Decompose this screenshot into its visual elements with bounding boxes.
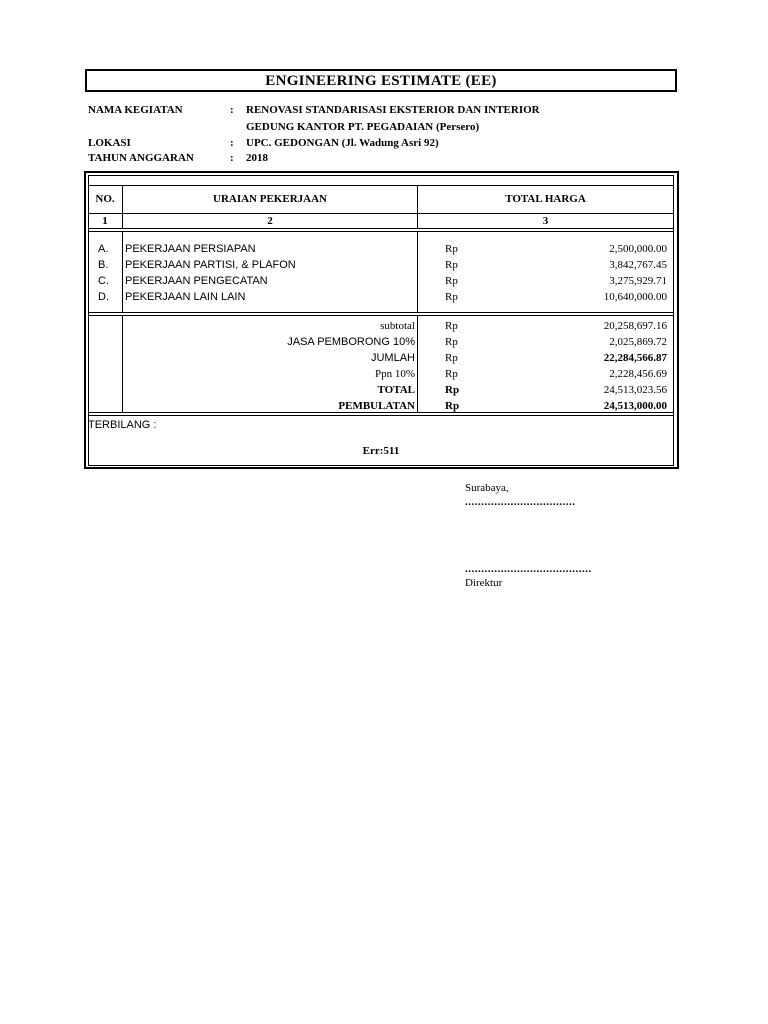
summary-label-ppn: Ppn 10%	[374, 368, 415, 380]
item-desc: PEKERJAAN LAIN LAIN	[125, 291, 246, 303]
table-border-left	[84, 171, 86, 469]
summary-currency: Rp	[445, 368, 458, 380]
table-border-right	[677, 171, 679, 469]
item-currency: Rp	[445, 259, 458, 271]
tahun-anggaran-colon: :	[230, 152, 234, 164]
item-amount: 3,275,929.71	[609, 275, 667, 287]
item-no: D.	[98, 291, 109, 303]
terbilang-value: Err:511	[362, 445, 400, 457]
signature-role: Direktur	[465, 577, 503, 589]
col-divider-1-summary	[122, 315, 123, 413]
item-desc: PEKERJAAN PARTISI, & PLAFON	[125, 259, 296, 271]
item-amount: 2,500,000.00	[609, 243, 667, 255]
col-divider-2-items	[417, 231, 418, 313]
colnum-bottom-line	[88, 228, 674, 229]
item-no: C.	[98, 275, 109, 287]
summary-currency: Rp	[445, 400, 460, 412]
summary-bottom-line	[88, 412, 674, 413]
item-currency: Rp	[445, 243, 458, 255]
terbilang-top-line	[88, 415, 674, 416]
summary-amount-subtotal: 20,258,697.16	[603, 320, 667, 332]
item-desc: PEKERJAAN PERSIAPAN	[125, 243, 256, 255]
table-border-top	[84, 171, 679, 173]
summary-currency: Rp	[445, 352, 458, 364]
summary-amount-total: 24,513,023.56	[603, 384, 667, 396]
summary-label-pembulatan: PEMBULATAN	[338, 400, 415, 412]
nama-kegiatan-colon: :	[230, 104, 234, 116]
header-uraian: URAIAN PEKERJAAN	[213, 193, 327, 205]
header-top-line	[88, 185, 674, 186]
item-no: A.	[98, 243, 109, 255]
summary-amount-ppn: 2,228,456.69	[609, 368, 667, 380]
nama-kegiatan-value-1: RENOVASI STANDARISASI EKSTERIOR DAN INTERIOR	[246, 104, 540, 116]
item-amount: 3,842,767.45	[609, 259, 667, 271]
table-inner-top	[88, 175, 674, 176]
table-inner-bottom	[88, 465, 674, 466]
signature-name-dots: .......................................	[465, 563, 592, 575]
summary-label-jasa: JASA PEMBORONG 10%	[287, 336, 415, 348]
table-inner-right	[673, 175, 674, 465]
nama-kegiatan-value-2: GEDUNG KANTOR PT. PEGADAIAN (Persero)	[246, 121, 480, 133]
summary-amount-jasa: 2,025,869.72	[609, 336, 667, 348]
summary-label-total: TOTAL	[377, 384, 415, 396]
col-divider-2-summary	[417, 315, 418, 413]
item-currency: Rp	[445, 291, 458, 303]
item-currency: Rp	[445, 275, 458, 287]
header-no: NO.	[95, 193, 115, 205]
lokasi-colon: :	[230, 137, 234, 149]
tahun-anggaran-label: TAHUN ANGGARAN	[88, 152, 194, 164]
colnum-3: 3	[542, 215, 549, 227]
tahun-anggaran-value: 2018	[246, 152, 268, 164]
summary-amount-pembulatan: 24,513,000.00	[603, 400, 667, 412]
signature-date-dots: ..................................	[465, 496, 576, 508]
summary-top-line	[88, 315, 674, 316]
items-top-line	[88, 231, 674, 232]
item-desc: PEKERJAAN PENGECATAN	[125, 275, 268, 287]
nama-kegiatan-label: NAMA KEGIATAN	[88, 104, 183, 116]
colnum-2: 2	[267, 215, 273, 227]
table-border-bottom	[84, 467, 679, 469]
items-bottom-line	[88, 312, 674, 313]
col-divider-1-items	[122, 231, 123, 313]
summary-label-jumlah: JUMLAH	[370, 352, 415, 364]
summary-currency: Rp	[445, 336, 458, 348]
document-title: ENGINEERING ESTIMATE (EE)	[85, 69, 677, 92]
summary-amount-jumlah: 22,284,566.87	[603, 352, 667, 364]
summary-label-subtotal: subtotal	[380, 320, 415, 332]
item-amount: 10,640,000.00	[603, 291, 667, 303]
summary-currency: Rp	[445, 320, 458, 332]
header-total-harga: TOTAL HARGA	[505, 193, 586, 205]
header-bottom-line	[88, 213, 674, 214]
colnum-1: 1	[102, 215, 108, 227]
item-no: B.	[98, 259, 109, 271]
summary-currency: Rp	[445, 384, 460, 396]
lokasi-label: LOKASI	[88, 137, 131, 149]
lokasi-value: UPC. GEDONGAN (Jl. Wadung Asri 92)	[246, 137, 439, 149]
terbilang-label: TERBILANG :	[88, 419, 157, 431]
signature-city: Surabaya,	[465, 482, 509, 494]
